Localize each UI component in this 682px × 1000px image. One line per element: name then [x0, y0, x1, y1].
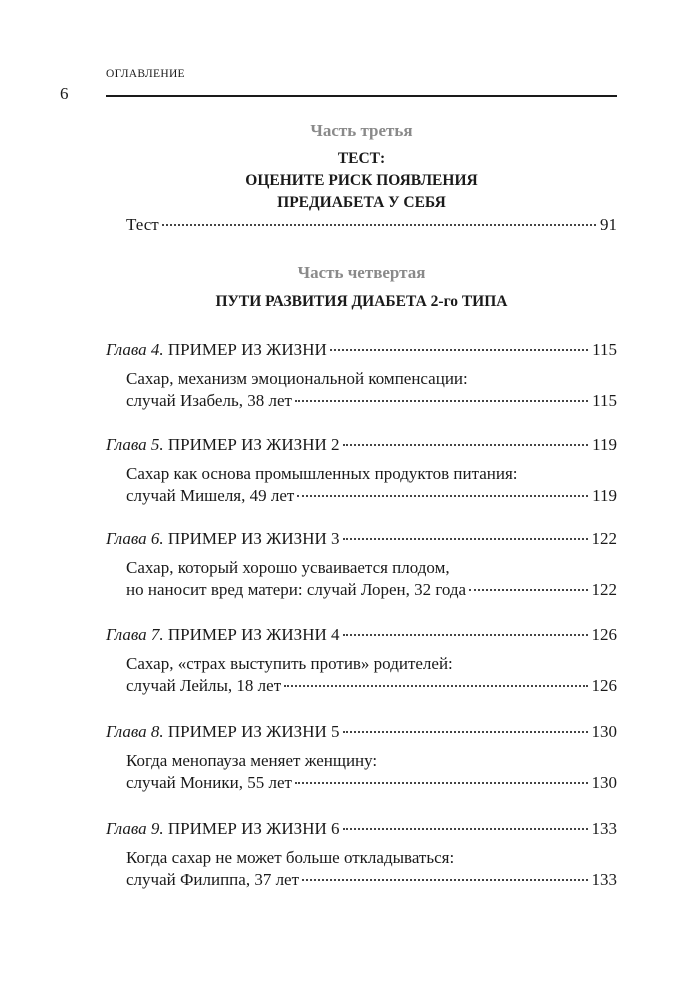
chapter-title: ПРИМЕР ИЗ ЖИЗНИ 4 [167, 625, 340, 644]
subentry-line-1: Сахар, «страх выступить против» родителей: [126, 654, 453, 673]
subentry-line-1: Когда менопауза меняет женщину: [126, 751, 378, 770]
subentry[interactable] [126, 485, 617, 507]
chapter-page: 133 [591, 819, 617, 838]
subentry-page: 119 [592, 486, 617, 505]
chapter-page: 122 [591, 529, 617, 548]
chapter-title: ПРИМЕР ИЗ ЖИЗНИ 3 [167, 529, 340, 548]
chapter-prefix: Глава 9. [106, 819, 164, 838]
chapter-prefix: Глава 5. [106, 435, 164, 454]
chapter-page: 130 [591, 722, 617, 741]
chapter-prefix: Глава 8. [106, 722, 164, 741]
leader-dots [284, 685, 587, 687]
chapter-heading [106, 434, 340, 456]
part3-title-line-3: ПРЕДИАБЕТА У СЕБЯ [277, 194, 446, 211]
chapter-entry[interactable] [106, 721, 617, 743]
chapter-title: ПРИМЕР ИЗ ЖИЗНИ 6 [167, 819, 340, 838]
chapter-prefix: Глава 4. [106, 340, 164, 359]
part3-title-line-2: ОЦЕНИТЕ РИСК ПОЯВЛЕНИЯ [245, 172, 478, 189]
subentry[interactable] [126, 772, 617, 794]
subentry-page: 115 [592, 391, 617, 410]
leader-dots [343, 444, 589, 446]
chapter-heading [106, 624, 340, 646]
subentry-page: 133 [591, 870, 617, 889]
leader-dots [162, 224, 596, 226]
chapter-heading [106, 818, 340, 840]
chapter-prefix: Глава 6. [106, 529, 164, 548]
chapter-title: ПРИМЕР ИЗ ЖИЗНИ [167, 340, 327, 359]
leader-dots [343, 538, 588, 540]
subentry[interactable] [126, 579, 617, 601]
page-number: 6 [60, 84, 69, 103]
chapter-entry[interactable] [106, 624, 617, 646]
running-head: ОГЛАВЛЕНИЕ [106, 68, 185, 80]
leader-dots [295, 400, 588, 402]
chapter-prefix: Глава 7. [106, 625, 164, 644]
part3-label: Часть третья [310, 121, 413, 140]
chapter-heading [106, 528, 340, 550]
leader-dots [343, 634, 588, 636]
chapter-title: ПРИМЕР ИЗ ЖИЗНИ 5 [167, 722, 340, 741]
chapter-entry[interactable] [106, 818, 617, 840]
subentry-line-2: случай Филиппа, 37 лет [126, 870, 300, 889]
subentry-line-2: случай Мишеля, 49 лет [126, 486, 295, 505]
subentry-page: 122 [591, 580, 617, 599]
subentry-line-2: но наносит вред матери: случай Лорен, 32 года [126, 580, 467, 599]
subentry-line-1: Когда сахар не может больше откладываться: [126, 848, 455, 867]
leader-dots [302, 879, 587, 881]
leader-dots [295, 782, 588, 784]
subentry-line-2: случай Изабель, 38 лет [126, 391, 292, 410]
leader-dots [297, 495, 588, 497]
header-rule [106, 95, 617, 97]
subentry-page: 126 [591, 676, 617, 695]
subentry[interactable] [126, 869, 617, 891]
toc-entry-label: Тест [126, 215, 159, 234]
subentry-line-2: случай Лейлы, 18 лет [126, 676, 282, 695]
chapter-page: 126 [591, 625, 617, 644]
subentry[interactable] [126, 675, 617, 697]
part3-title-line-1: ТЕСТ: [337, 150, 386, 167]
chapter-entry[interactable] [106, 434, 617, 456]
chapter-entry[interactable] [106, 528, 617, 550]
leader-dots [330, 349, 588, 351]
subentry-line-1: Сахар, механизм эмоциональной компенсации: [126, 369, 468, 388]
leader-dots [343, 828, 588, 830]
chapter-page: 115 [592, 340, 617, 359]
subentry-line-1: Сахар, который хорошо усваивается плодом, [126, 558, 450, 577]
chapter-entry[interactable] [106, 339, 617, 361]
leader-dots [343, 731, 588, 733]
subentry-page: 130 [591, 773, 617, 792]
chapter-heading [106, 721, 340, 743]
chapter-title: ПРИМЕР ИЗ ЖИЗНИ 2 [167, 435, 340, 454]
chapter-heading [106, 339, 327, 361]
part4-title: ПУТИ РАЗВИТИЯ ДИАБЕТА 2-го ТИПА [215, 293, 508, 310]
subentry-line-2: случай Моники, 55 лет [126, 773, 292, 792]
subentry[interactable] [126, 390, 617, 412]
toc-entry-test[interactable] [126, 214, 617, 236]
chapter-page: 119 [592, 435, 617, 454]
part4-label: Часть четвертая [297, 263, 426, 282]
toc-entry-page: 91 [600, 215, 617, 234]
leader-dots [469, 589, 587, 591]
subentry-line-1: Сахар как основа промышленных продуктов питания: [126, 464, 518, 483]
